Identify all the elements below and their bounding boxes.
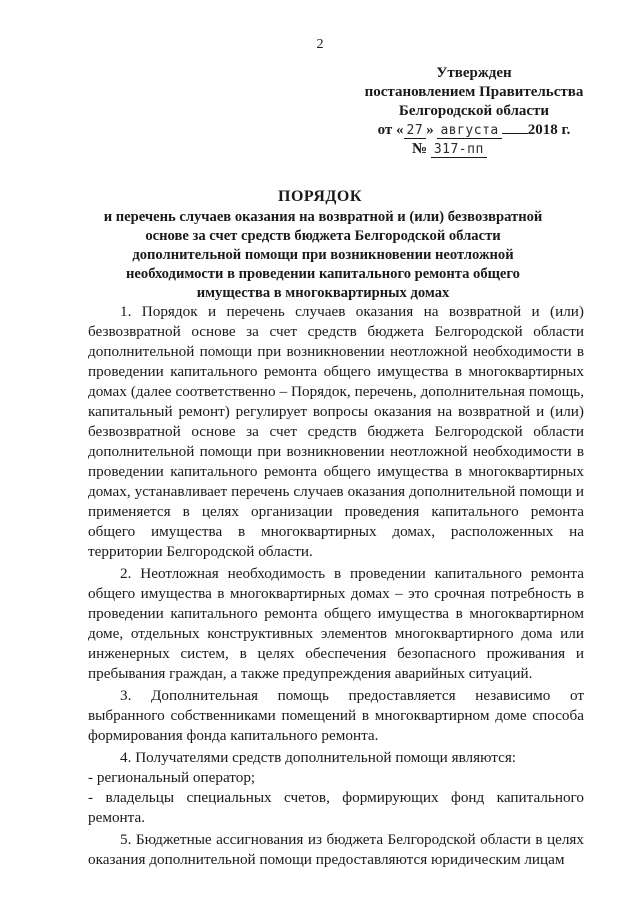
page-number: 2 — [316, 37, 324, 52]
paragraph-1: 1. Порядок и перечень случаев оказания на возвратной и (или) безвозвратной основе за счет средств бюджета Белгородской области дополнительной помощи при возникновении неотложной необходимости в проведении капитального ремонта общего имущества в многоквартирных домах (далее соответственно – Порядок, перечень, дополнительная помощь, капитальный ремонт) регулирует вопросы оказания на возвратной и (или) безвозвратной основе за счет средств бюджета Белгородской области дополнительной помощи при возникновении неотложной необходимости в проведении капитального ремонта общего имущества в многоквартирных домах, устанавливает перечень случаев оказания дополнительной помощи и применяется в целях организации проведения капитального ремонта общего имущества в многоквартирных домах, расположенных на территории Белгородской области. — [88, 303, 584, 560]
document-title: ПОРЯДОК — [278, 188, 362, 205]
date-blank — [502, 121, 528, 134]
document-body — [88, 302, 584, 870]
list-item-1: - региональный оператор; — [88, 769, 256, 786]
approval-block — [354, 64, 594, 159]
date-year: 2018 г. — [527, 122, 571, 138]
list-item-2: - владельцы специальных счетов, формирующих фонд капитального ремонта. — [88, 789, 584, 826]
approval-line-1: Утвержден — [436, 65, 512, 81]
date-day: 27 — [404, 123, 427, 139]
approval-number — [354, 140, 594, 159]
number-prefix: № — [412, 141, 428, 157]
paragraph-2: 2. Неотложная необходимость в проведении капитального ремонта общего имущества в многоквартирных домах – это срочная потребность в проведении капитального ремонта общего имущества в многоквартирном доме, отдельных конструктивных элементов многоквартирного дома или инженерных систем, в целях обеспечения безопасного проживания и пребывания граждан, а также предупреждения аварийных ситуаций. — [88, 565, 584, 682]
number-value: 317-пп — [431, 142, 487, 158]
paragraph-5: 5. Бюджетные ассигнования из бюджета Белгородской области в целях оказания дополнительной помощи предоставляются юридическим лицам — [88, 831, 584, 868]
approval-date — [354, 121, 594, 140]
approval-line-2: постановлением Правительства — [364, 84, 584, 100]
date-quote-close: » — [426, 122, 434, 138]
paragraph-3: 3. Дополнительная помощь предоставляется независимо от выбранного собственниками помещений в многоквартирном доме способа формирования фонда капитального ремонта. — [88, 687, 584, 744]
document-subtitle: и перечень случаев оказания на возвратной и (или) безвозвратной основе за счет средств бюджета Белгородской области дополнительной помощи при возникновении неотложной необходимости в проведении капитального ремонта общего имущества в многоквартирных домах — [103, 209, 543, 301]
paragraph-4: 4. Получателями средств дополнительной помощи являются: — [120, 749, 517, 766]
date-prefix: от « — [377, 122, 404, 138]
date-month: августа — [437, 123, 501, 139]
approval-line-3: Белгородской области — [398, 103, 550, 119]
